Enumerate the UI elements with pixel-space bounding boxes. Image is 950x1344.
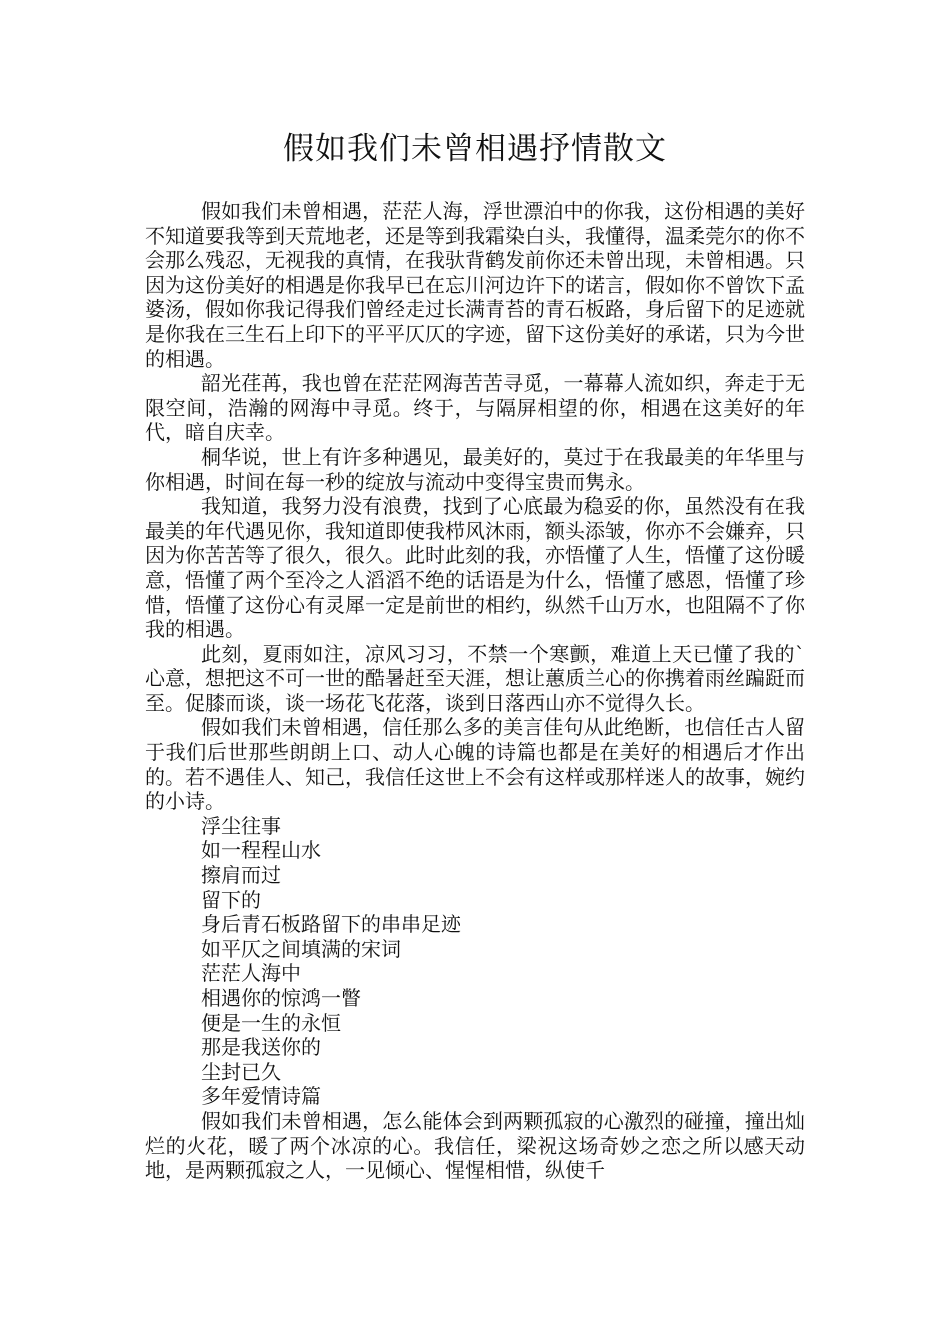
article-body [145,199,805,1183]
poem-line: 茫茫人海中 [201,961,301,986]
poem-line: 如平仄之间填满的宋词 [201,936,401,961]
paragraph: 韶光荏苒，我也曾在茫茫网海苦苦寻觅，一幕幕人流如织，奔走于无限空间，浩瀚的网海中寻觅。终于，与隔屏相望的你，相遇在这美好的年代，暗自庆幸。 [145,371,805,445]
poem-line: 如一程程山水 [201,838,321,863]
poem-line: 便是一生的永恒 [201,1010,341,1035]
paragraph: 桐华说，世上有许多种遇见，最美好的，莫过于在我最美的年华里与你相遇，时间在每一秒的绽放与流动中变得宝贵而隽永。 [145,444,805,494]
page-title: 假如我们未曾相遇抒情散文 [283,131,667,167]
paragraph: 我知道，我努力没有浪费，找到了心底最为稳妥的你，虽然没有在我最美的年代遇见你，我知道即使我栉风沐雨，额头添皱，你亦不会嫌弃，只因为你苦苦等了很久，很久。此时此刻的我，亦悟懂了人生，悟懂了这份暖意，悟懂了两个至冷之人滔滔不绝的话语是为什么，悟懂了感恩，悟懂了珍惜，悟懂了这份心有灵犀一定是前世的相约，纵然千山万水，也阻隔不了你我的相遇。 [145,494,805,642]
paragraph: 此刻，夏雨如注，凉风习习，不禁一个寒颤，难道上天已懂了我的`心意，想把这不可一世的酷暑赶至天涯，想让蕙质兰心的你携着雨丝蹁跹而至。促膝而谈，谈一场花飞花落，谈到日落西山亦不觉得久长。 [145,641,805,715]
poem-line: 擦肩而过 [201,863,281,888]
poem-line: 多年爱情诗篇 [201,1084,321,1109]
poem-line: 那是我送你的 [201,1035,321,1060]
paragraph: 假如我们未曾相遇，怎么能体会到两颗孤寂的心激烈的碰撞，撞出灿烂的火花，暖了两个冰凉的心。我信任，梁祝这场奇妙之恋之所以感天动地，是两颗孤寂之人，一见倾心、惺惺相惜，纵使千 [145,1108,805,1183]
paragraph: 假如我们未曾相遇，信任那么多的美言佳句从此绝断，也信任古人留于我们后世那些朗朗上口、动人心魄的诗篇也都是在美好的相遇后才作出的。若不遇佳人、知己，我信任这世上不会有这样或那样迷人的故事，婉约的小诗。 [145,715,805,814]
poem-line: 相遇你的惊鸿一瞥 [201,986,361,1010]
poem-line: 留下的 [201,887,261,912]
paragraph: 假如我们未曾相遇，茫茫人海，浮世漂泊中的你我，这份相遇的美好不知道要我等到天荒地老，还是等到我霜染白头，我懂得，温柔莞尔的你不会那么残忍，无视我的真情，在我驮背鹤发前你还未曾出现，未曾相遇。只因为这份美好的相遇是你我早已在忘川河边许下的诺言，假如你不曾饮下孟婆汤，假如你我记得我们曾经走过长满青苔的青石板路，身后留下的足迹就是你我在三生石上印下的平平仄仄的字迹，留下这份美好的承诺，只为今世的相遇。 [145,199,805,371]
poem-line: 尘封已久 [201,1059,281,1084]
poem-line: 身后青石板路留下的串串足迹 [201,912,461,937]
poem-line: 浮尘往事 [201,813,281,838]
